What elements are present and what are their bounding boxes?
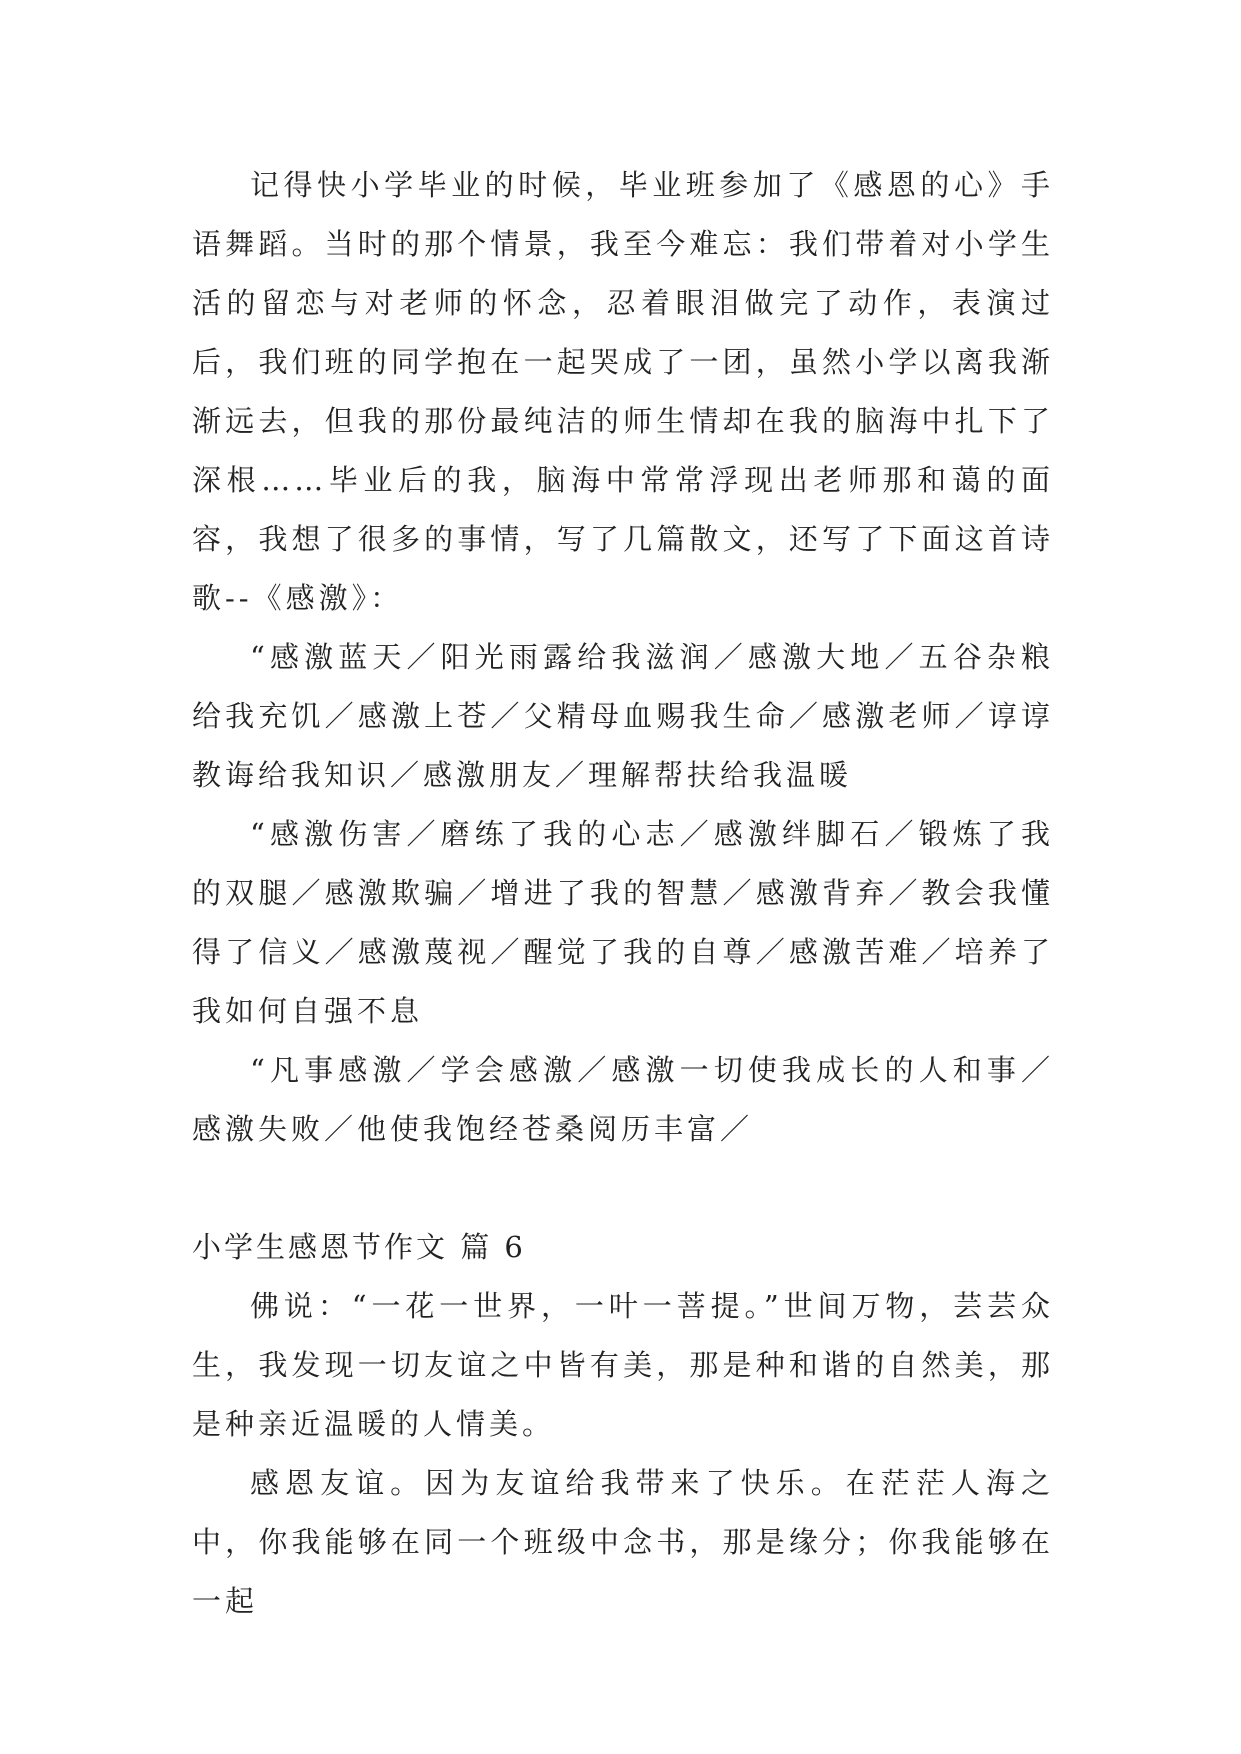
section-spacer [192,1159,1054,1218]
paragraph-gratitude-friendship: 感恩友谊。因为友谊给我带来了快乐。在茫茫人海之中，你我能够在同一个班级中念书，那是缘分；你我能够在一起 [192,1466,1054,1618]
paragraph-buddha-quote: 佛说：“一花一世界，一叶一菩提。”世间万物，芸芸众生，我发现一切友谊之中皆有美，那是种和谐的自然美，那是种亲近温暖的人情美。 [192,1289,1054,1441]
poem-stanza-2: “感激伤害／磨练了我的心志／感激绊脚石／锻炼了我的双腿／感激欺骗／增进了我的智慧／感激背弃／教会我懂得了信义／感激蔑视／醒觉了我的自尊／感激苦难／培养了我如何自强不息 [192,817,1054,1028]
section-heading: 小学生感恩节作文 篇 6 [192,1230,526,1264]
poem-stanza-3: “凡事感激／学会感激／感激一切使我成长的人和事／感激失败／他使我饱经苍桑阅历丰富／ [192,1053,1054,1146]
document-body [192,156,1054,1631]
poem-stanza-1: “感激蓝天／阳光雨露给我滋润／感激大地／五谷杂粮给我充饥／感激上苍／父精母血赐我生命／感激老师／谆谆教诲给我知识／感激朋友／理解帮扶给我温暖 [192,640,1054,792]
paragraph-graduation-memory: 记得快小学毕业的时候，毕业班参加了《感恩的心》手语舞蹈。当时的那个情景，我至今难忘：我们带着对小学生活的留恋与对老师的怀念，忍着眼泪做完了动作，表演过后，我们班的同学抱在一起哭成了一团，虽然小学以离我渐渐远去，但我的那份最纯洁的师生情却在我的脑海中扎下了深根……毕业后的我，脑海中常常浮现出老师那和蔼的面容，我想了很多的事情，写了几篇散文，还写了下面这首诗歌--《感激》： [192,168,1054,615]
